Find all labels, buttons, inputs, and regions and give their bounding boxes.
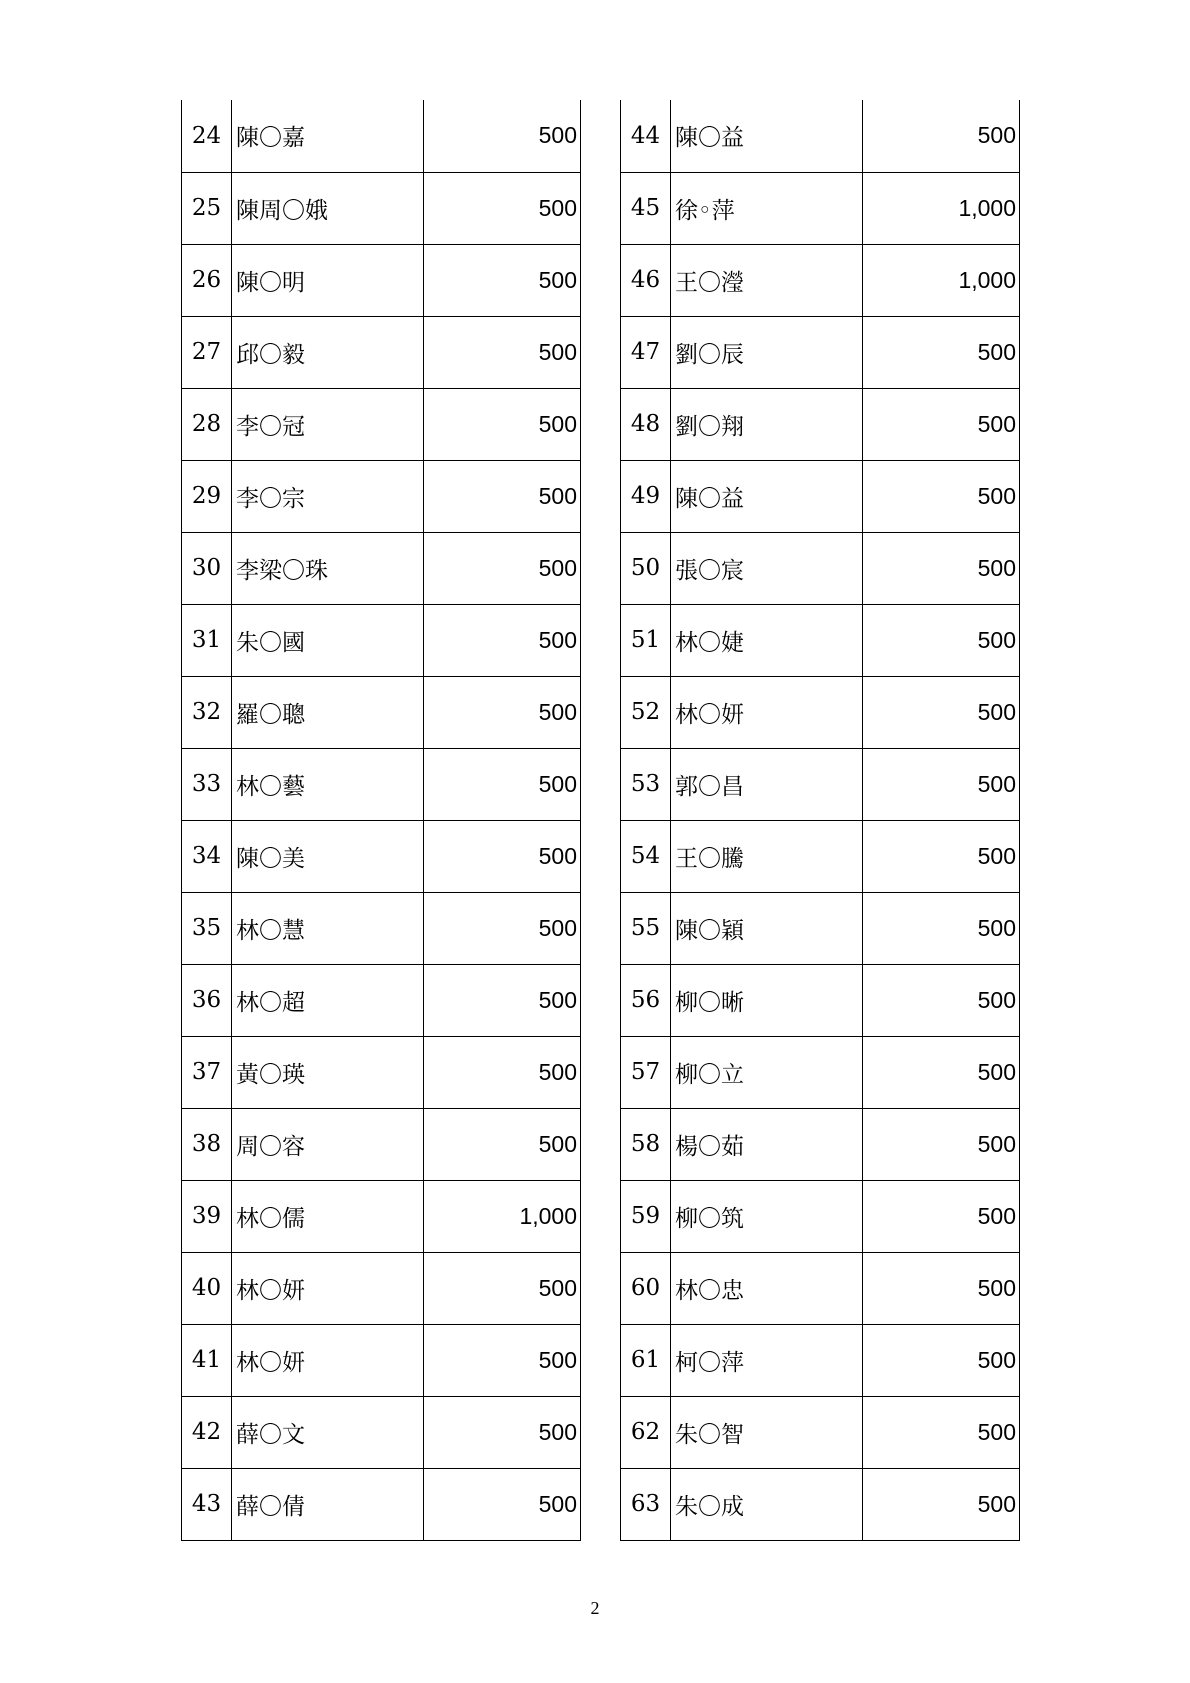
row-number: 54 xyxy=(621,820,671,892)
donor-name: 王〇瀅 xyxy=(671,244,863,316)
donor-name: 李〇宗 xyxy=(232,460,424,532)
row-number: 60 xyxy=(621,1252,671,1324)
table-row xyxy=(182,1468,581,1540)
row-number: 40 xyxy=(182,1252,232,1324)
row-number: 57 xyxy=(621,1036,671,1108)
donation-amount: 500 xyxy=(863,1396,1020,1468)
table-row xyxy=(182,892,581,964)
table-row xyxy=(182,820,581,892)
donor-name: 黃〇瑛 xyxy=(232,1036,424,1108)
donor-name: 林〇藝 xyxy=(232,748,424,820)
donor-name: 林〇妍 xyxy=(232,1252,424,1324)
table-row xyxy=(182,1252,581,1324)
table-row xyxy=(182,244,581,316)
table-row xyxy=(182,100,581,172)
donation-amount: 500 xyxy=(424,1108,581,1180)
donor-name: 陳〇益 xyxy=(671,100,863,172)
row-number: 34 xyxy=(182,820,232,892)
donor-name: 林〇超 xyxy=(232,964,424,1036)
row-number: 36 xyxy=(182,964,232,1036)
table-row xyxy=(621,316,1020,388)
table-row xyxy=(182,1324,581,1396)
table-row xyxy=(182,604,581,676)
table-row xyxy=(621,1324,1020,1396)
row-number: 33 xyxy=(182,748,232,820)
table-row xyxy=(621,1180,1020,1252)
donation-amount: 500 xyxy=(424,100,581,172)
row-number: 30 xyxy=(182,532,232,604)
table-row xyxy=(621,964,1020,1036)
donor-name: 柯〇萍 xyxy=(671,1324,863,1396)
row-number: 29 xyxy=(182,460,232,532)
row-number: 24 xyxy=(182,100,232,172)
table-row xyxy=(621,604,1020,676)
donation-amount: 500 xyxy=(863,1180,1020,1252)
donor-name: 林〇忠 xyxy=(671,1252,863,1324)
donor-name: 朱〇成 xyxy=(671,1468,863,1540)
donation-amount: 500 xyxy=(424,460,581,532)
donation-amount: 500 xyxy=(424,1252,581,1324)
donation-amount: 500 xyxy=(424,244,581,316)
donation-amount: 500 xyxy=(863,1108,1020,1180)
donation-amount: 1,000 xyxy=(424,1180,581,1252)
table-row xyxy=(621,460,1020,532)
donation-amount: 500 xyxy=(863,1468,1020,1540)
table-row xyxy=(182,532,581,604)
row-number: 26 xyxy=(182,244,232,316)
row-number: 41 xyxy=(182,1324,232,1396)
table-row xyxy=(621,1036,1020,1108)
row-number: 52 xyxy=(621,676,671,748)
row-number: 63 xyxy=(621,1468,671,1540)
row-number: 38 xyxy=(182,1108,232,1180)
donor-name: 羅〇聰 xyxy=(232,676,424,748)
donation-amount: 500 xyxy=(424,1036,581,1108)
donation-amount: 500 xyxy=(424,388,581,460)
table-row xyxy=(182,1180,581,1252)
donor-table-right-body xyxy=(621,100,1020,1540)
donation-amount: 500 xyxy=(424,1324,581,1396)
table-row xyxy=(621,1108,1020,1180)
table-row xyxy=(621,1396,1020,1468)
table-row xyxy=(621,1252,1020,1324)
donation-amount: 500 xyxy=(424,1396,581,1468)
table-row xyxy=(621,100,1020,172)
donation-amount: 500 xyxy=(863,388,1020,460)
donation-amount: 500 xyxy=(863,460,1020,532)
donor-name: 柳〇立 xyxy=(671,1036,863,1108)
table-row xyxy=(182,748,581,820)
donation-amount: 500 xyxy=(863,1324,1020,1396)
row-number: 61 xyxy=(621,1324,671,1396)
donor-name: 劉〇翔 xyxy=(671,388,863,460)
donation-amount: 1,000 xyxy=(863,172,1020,244)
row-number: 25 xyxy=(182,172,232,244)
donor-table-left xyxy=(181,100,581,1541)
donor-name: 陳〇美 xyxy=(232,820,424,892)
donor-name: 陳〇益 xyxy=(671,460,863,532)
donation-amount: 500 xyxy=(863,964,1020,1036)
donor-name: 楊〇茹 xyxy=(671,1108,863,1180)
donor-name: 朱〇國 xyxy=(232,604,424,676)
row-number: 42 xyxy=(182,1396,232,1468)
donation-amount: 500 xyxy=(424,1468,581,1540)
donor-name: 薛〇文 xyxy=(232,1396,424,1468)
table-row xyxy=(182,1108,581,1180)
row-number: 27 xyxy=(182,316,232,388)
donation-amount: 500 xyxy=(424,820,581,892)
table-row xyxy=(182,388,581,460)
row-number: 46 xyxy=(621,244,671,316)
donation-amount: 500 xyxy=(863,892,1020,964)
table-row xyxy=(621,532,1020,604)
donor-name: 柳〇筑 xyxy=(671,1180,863,1252)
table-row xyxy=(621,820,1020,892)
donor-name: 陳〇穎 xyxy=(671,892,863,964)
row-number: 53 xyxy=(621,748,671,820)
donation-amount: 500 xyxy=(863,820,1020,892)
row-number: 47 xyxy=(621,316,671,388)
row-number: 55 xyxy=(621,892,671,964)
row-number: 58 xyxy=(621,1108,671,1180)
table-row xyxy=(182,964,581,1036)
row-number: 44 xyxy=(621,100,671,172)
donation-amount: 500 xyxy=(424,748,581,820)
donor-name: 李〇冠 xyxy=(232,388,424,460)
row-number: 32 xyxy=(182,676,232,748)
table-row xyxy=(621,172,1020,244)
donation-amount: 500 xyxy=(863,532,1020,604)
row-number: 37 xyxy=(182,1036,232,1108)
table-row xyxy=(182,316,581,388)
donation-amount: 1,000 xyxy=(863,244,1020,316)
table-row xyxy=(182,676,581,748)
table-row xyxy=(621,676,1020,748)
donation-amount: 500 xyxy=(424,676,581,748)
donor-name: 王〇騰 xyxy=(671,820,863,892)
row-number: 43 xyxy=(182,1468,232,1540)
donor-name: 林〇儒 xyxy=(232,1180,424,1252)
donor-name: 張〇宸 xyxy=(671,532,863,604)
row-number: 45 xyxy=(621,172,671,244)
row-number: 28 xyxy=(182,388,232,460)
donor-name: 陳周〇娥 xyxy=(232,172,424,244)
donation-amount: 500 xyxy=(863,748,1020,820)
row-number: 35 xyxy=(182,892,232,964)
donor-name: 林〇妍 xyxy=(671,676,863,748)
donation-amount: 500 xyxy=(424,964,581,1036)
table-row xyxy=(182,460,581,532)
donation-amount: 500 xyxy=(424,316,581,388)
donor-name: 朱〇智 xyxy=(671,1396,863,1468)
row-number: 31 xyxy=(182,604,232,676)
page-number: 2 xyxy=(590,1598,600,1618)
row-number: 51 xyxy=(621,604,671,676)
donor-table-left-body xyxy=(182,100,581,1540)
table-row xyxy=(621,388,1020,460)
donor-name: 郭〇昌 xyxy=(671,748,863,820)
donor-name: 林〇妍 xyxy=(232,1324,424,1396)
donor-name: 陳〇嘉 xyxy=(232,100,424,172)
donation-amount: 500 xyxy=(863,1036,1020,1108)
row-number: 50 xyxy=(621,532,671,604)
donation-amount: 500 xyxy=(424,892,581,964)
donor-name: 陳〇明 xyxy=(232,244,424,316)
donation-amount: 500 xyxy=(863,1252,1020,1324)
donor-name: 劉〇辰 xyxy=(671,316,863,388)
donor-table-right xyxy=(620,100,1020,1541)
table-row xyxy=(182,1396,581,1468)
donor-name: 徐◦萍 xyxy=(671,172,863,244)
donation-amount: 500 xyxy=(424,532,581,604)
row-number: 59 xyxy=(621,1180,671,1252)
donation-amount: 500 xyxy=(424,604,581,676)
row-number: 49 xyxy=(621,460,671,532)
donor-name: 薛〇倩 xyxy=(232,1468,424,1540)
table-row xyxy=(621,892,1020,964)
donation-amount: 500 xyxy=(863,316,1020,388)
table-row xyxy=(182,1036,581,1108)
row-number: 39 xyxy=(182,1180,232,1252)
donor-name: 林〇慧 xyxy=(232,892,424,964)
donation-amount: 500 xyxy=(863,604,1020,676)
donor-name: 柳〇晰 xyxy=(671,964,863,1036)
donor-name: 李梁〇珠 xyxy=(232,532,424,604)
donor-name: 周〇容 xyxy=(232,1108,424,1180)
table-row xyxy=(621,1468,1020,1540)
row-number: 48 xyxy=(621,388,671,460)
donation-amount: 500 xyxy=(424,172,581,244)
row-number: 62 xyxy=(621,1396,671,1468)
donation-amount: 500 xyxy=(863,676,1020,748)
donor-name: 林〇婕 xyxy=(671,604,863,676)
table-row xyxy=(621,244,1020,316)
donor-name: 邱〇毅 xyxy=(232,316,424,388)
donation-amount: 500 xyxy=(863,100,1020,172)
table-row xyxy=(182,172,581,244)
row-number: 56 xyxy=(621,964,671,1036)
table-row xyxy=(621,748,1020,820)
